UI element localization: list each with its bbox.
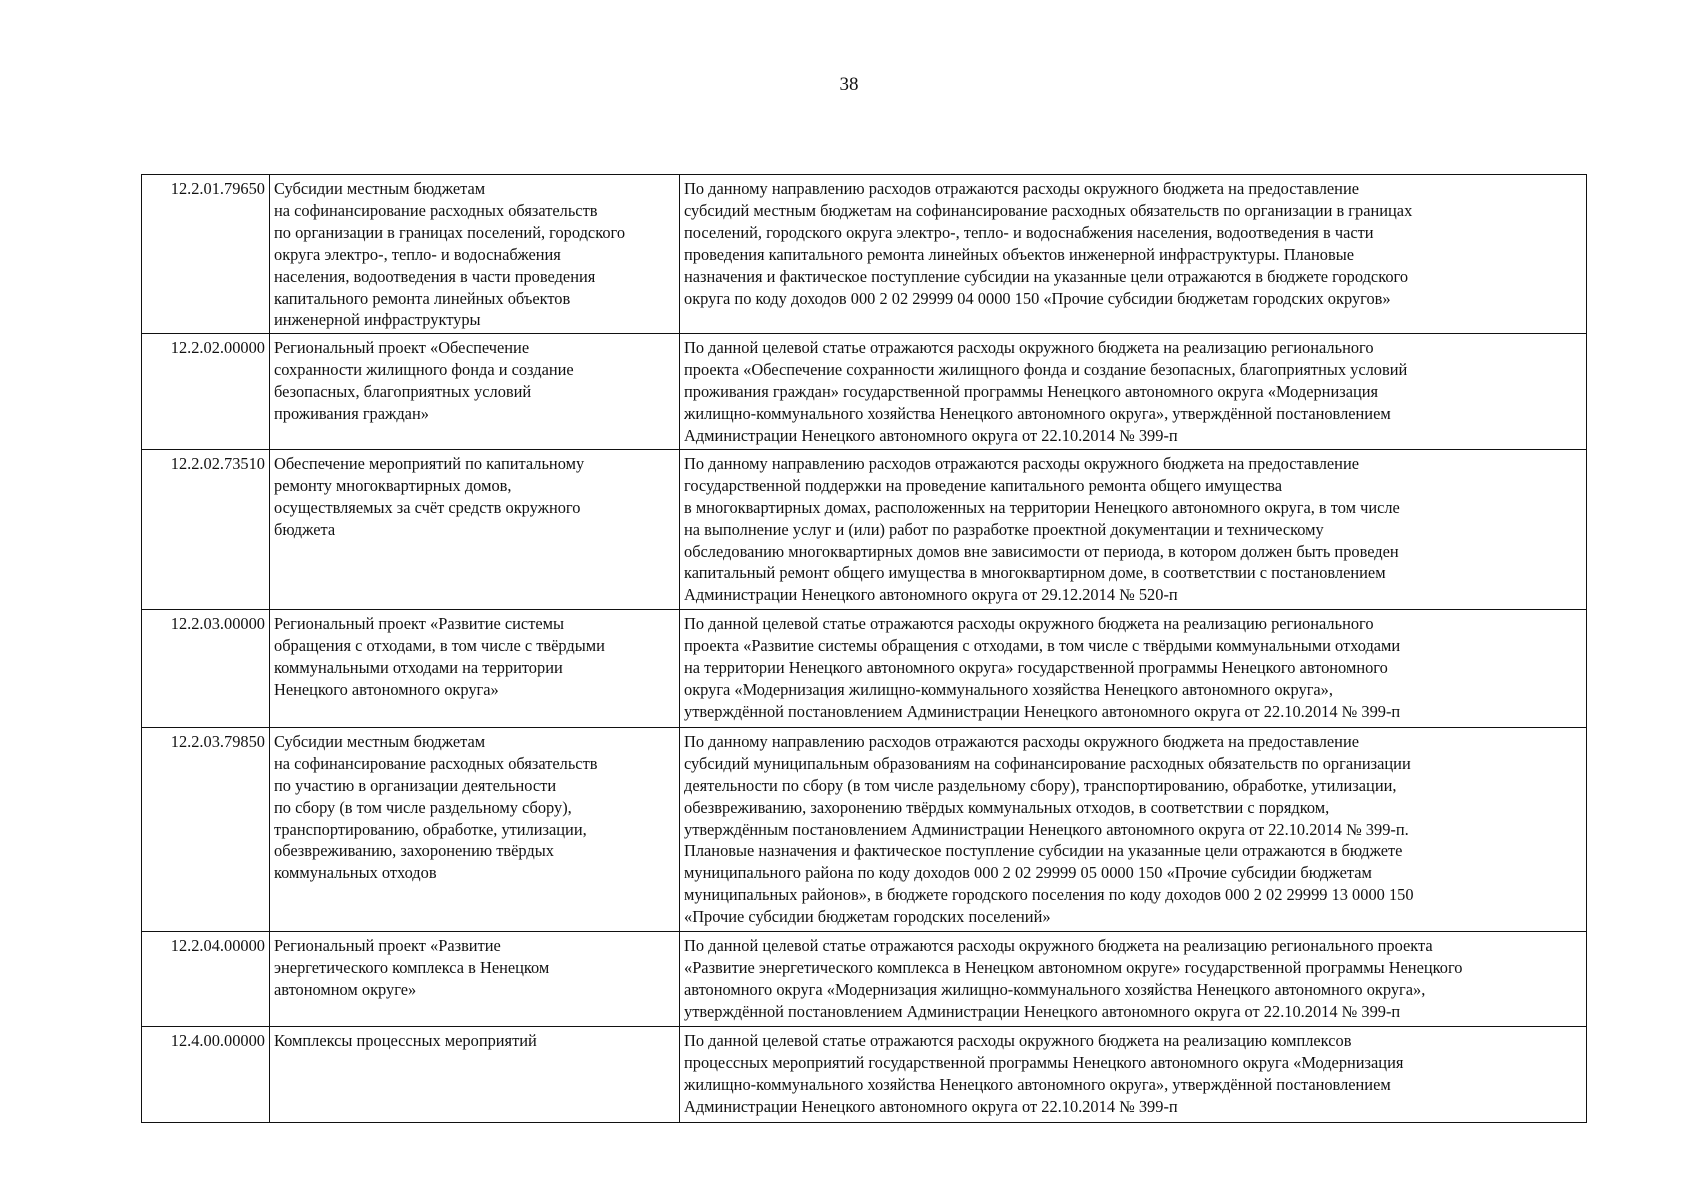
row-name: Субсидии местным бюджетам на софинансирование расходных обязательств по участию в организации деятельности по сбору (в том числе раздельному сбору), транспортированию, обработке, утилизации, обезвреживанию, захоронению твёрдых коммунальных отходов: [270, 727, 680, 931]
row-code: 12.2.04.00000: [142, 931, 270, 1026]
row-name: Обеспечение мероприятий по капитальному ремонту многоквартирных домов, осуществляемых за счёт средств окружного бюджета: [270, 449, 680, 609]
table-row: [142, 727, 1587, 931]
row-code: 12.2.01.79650: [142, 175, 270, 334]
row-name: Региональный проект «Обеспечение сохранности жилищного фонда и создание безопасных, благоприятных условий проживания граждан»: [270, 334, 680, 450]
page-number: 38: [839, 74, 859, 95]
row-description: По данному направлению расходов отражаются расходы окружного бюджета на предоставление субсидий местным бюджетам на софинансирование расходных обязательств по организации в границах поселений, городского округа электро-, тепло- и водоснабжения населения, водоотведения в части проведения капитального ремонта линейных объектов инженерной инфраструктуры. Плановые назначения и фактическое поступление субсидии на указанные цели отражаются в бюджете городского округа по коду доходов 000 2 02 29999 04 0000 150 «Прочие субсидии бюджетам городских округов»: [680, 175, 1587, 334]
table-row: [142, 1026, 1587, 1122]
table-row: [142, 175, 1587, 334]
table-row: [142, 334, 1587, 450]
row-name: Субсидии местным бюджетам на софинансирование расходных обязательств по организации в границах поселений, городского округа электро-, тепло- и водоснабжения населения, водоотведения в части проведения капитального ремонта линейных объектов инженерной инфраструктуры: [270, 175, 680, 334]
table-row: [142, 931, 1587, 1026]
row-description: По данной целевой статье отражаются расходы окружного бюджета на реализацию регионального проекта «Развитие энергетического комплекса в Ненецком автономном округе» государственной программы Ненецкого автономного округа «Модернизация жилищно-коммунального хозяйства Ненецкого автономного округа», утверждённой постановлением Администрации Ненецкого автономного округа от 22.10.2014 № 399-п: [680, 931, 1587, 1026]
table-row: [142, 609, 1587, 727]
row-name: Региональный проект «Развитие системы обращения с отходами, в том числе с твёрдыми коммунальными отходами на территории Ненецкого автономного округа»: [270, 609, 680, 727]
row-name: Региональный проект «Развитие энергетического комплекса в Ненецком автономном округе»: [270, 931, 680, 1026]
row-code: 12.2.02.73510: [142, 449, 270, 609]
row-code: 12.2.02.00000: [142, 334, 270, 450]
row-code: 12.4.00.00000: [142, 1026, 270, 1122]
target-articles-table: [141, 174, 1587, 1123]
row-name: Комплексы процессных мероприятий: [270, 1026, 680, 1122]
row-description: По данной целевой статье отражаются расходы окружного бюджета на реализацию комплексов процессных мероприятий государственной программы Ненецкого автономного округа «Модернизация жилищно-коммунального хозяйства Ненецкого автономного округа», утверждённой постановлением Администрации Ненецкого автономного округа от 22.10.2014 № 399-п: [680, 1026, 1587, 1122]
row-description: По данной целевой статье отражаются расходы окружного бюджета на реализацию регионального проекта «Развитие системы обращения с отходами, в том числе с твёрдыми коммунальными отходами на территории Ненецкого автономного округа» государственной программы Ненецкого автономного округа «Модернизация жилищно-коммунального хозяйства Ненецкого автономного округа», утверждённой постановлением Администрации Ненецкого автономного округа от 22.10.2014 № 399-п: [680, 609, 1587, 727]
row-code: 12.2.03.79850: [142, 727, 270, 931]
table-row: [142, 449, 1587, 609]
row-description: По данной целевой статье отражаются расходы окружного бюджета на реализацию регионального проекта «Обеспечение сохранности жилищного фонда и создание безопасных, благоприятных условий проживания граждан» государственной программы Ненецкого автономного округа «Модернизация жилищно-коммунального хозяйства Ненецкого автономного округа», утверждённой постановлением Администрации Ненецкого автономного округа от 22.10.2014 № 399-п: [680, 334, 1587, 450]
row-description: По данному направлению расходов отражаются расходы окружного бюджета на предоставление государственной поддержки на проведение капитального ремонта общего имущества в многоквартирных домах, расположенных на территории Ненецкого автономного округа, в том числе на выполнение услуг и (или) работ по разработке проектной документации и техническому обследованию многоквартирных домов вне зависимости от периода, в котором должен быть проведен капитальный ремонт общего имущества в многоквартирном доме, в соответствии с постановлением Администрации Ненецкого автономного округа от 29.12.2014 № 520-п: [680, 449, 1587, 609]
row-code: 12.2.03.00000: [142, 609, 270, 727]
row-description: По данному направлению расходов отражаются расходы окружного бюджета на предоставление субсидий муниципальным образованиям на софинансирование расходных обязательств по организации деятельности по сбору (в том числе раздельному сбору), транспортированию, обработке, утилизации, обезвреживанию, захоронению твёрдых коммунальных отходов, в соответствии с порядком, утверждённым постановлением Администрации Ненецкого автономного округа от 22.10.2014 № 399-п. Плановые назначения и фактическое поступление субсидии на указанные цели отражаются в бюджете муниципального района по коду доходов 000 2 02 29999 05 0000 150 «Прочие субсидии бюджетам муниципальных районов», в бюджете городского поселения по коду доходов 000 2 02 29999 13 0000 150 «Прочие субсидии бюджетам городских поселений»: [680, 727, 1587, 931]
